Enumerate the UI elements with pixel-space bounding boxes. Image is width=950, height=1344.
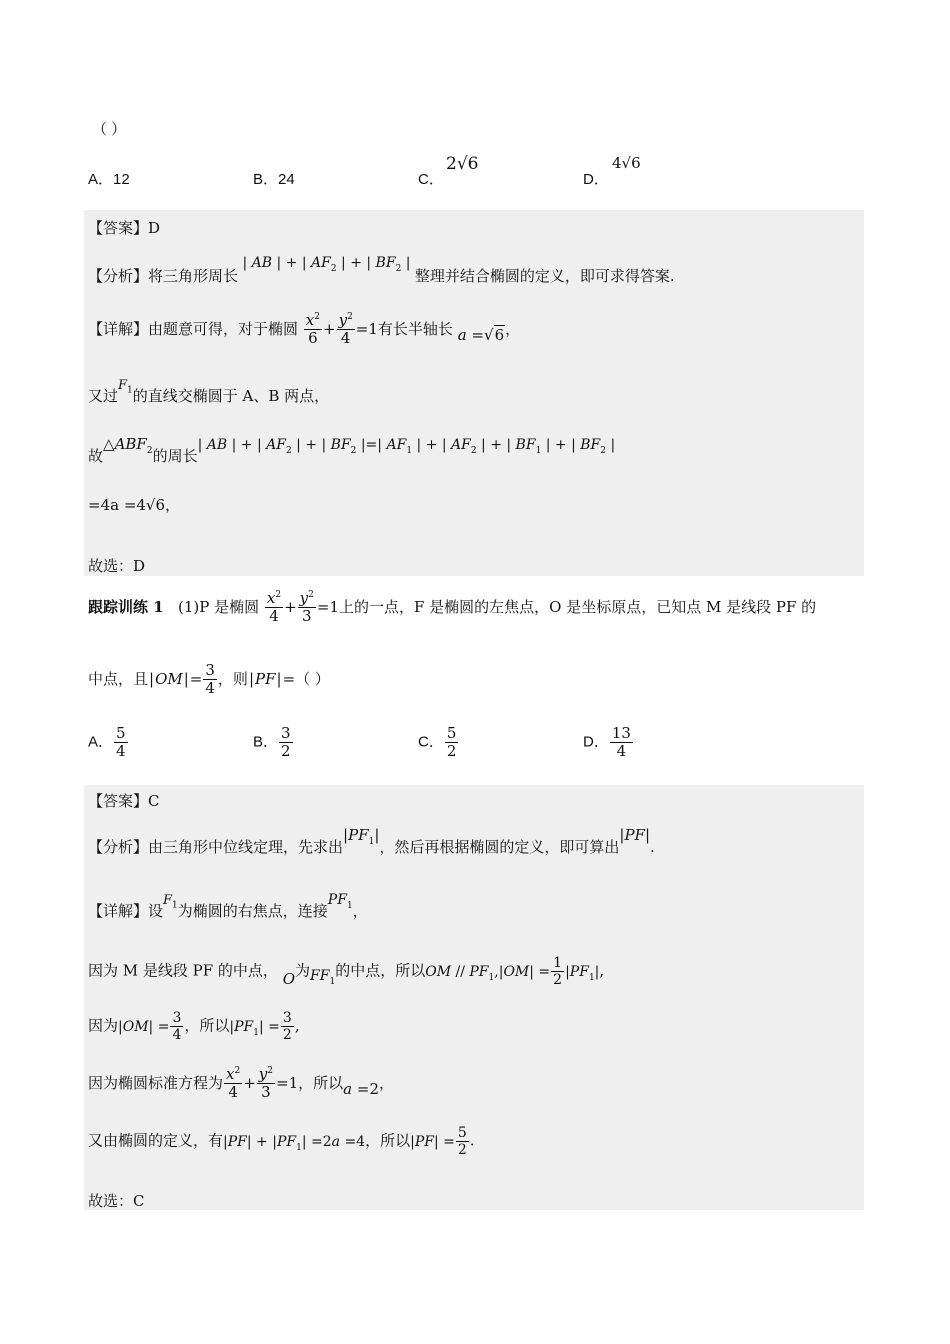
detail-2-line-4: 因为椭圆标准方程为 $\frac{x^2}{4}$ + $\frac{y^2}{3}$ =1，所以a =2， <box>88 1065 395 1102</box>
choice-line-2: 故选：C <box>88 1192 145 1210</box>
detail-2-line-1: 【详解】设$F_1$为椭圆的右焦点，连接$PF_1$， <box>88 892 368 920</box>
question-1-stem-2: 中点，且|OM|= $\frac{3}{4}$ ，则|PF|=（ ） <box>88 661 330 698</box>
option-d: D． <box>583 171 609 188</box>
answer-label-2: 【答案】C <box>88 792 160 810</box>
detail-line-1: 【详解】由题意可得，对于椭圆 $\frac{x^2}{6}$ + $\frac{y^2}{4}$ =1有长半轴长 a =√6， <box>88 311 521 348</box>
detail-line-2: 又过$F_1$的直线交椭圆于 A、B 两点， <box>88 378 330 405</box>
choice-line: 故选：D <box>88 557 146 575</box>
q1-option-a: A． $\frac{5}{4}$ <box>88 724 126 761</box>
detail-2-line-3: 因为|OM| = $\frac{3}{4}$ ，所以$|PF_1|$ = $\frac{3}{2}$ , <box>88 1010 300 1044</box>
analysis-line-2: 【分析】由三角形中位线定理，先求出$|PF_1|$，然后再根据椭圆的定义，即可算出|PF|. <box>88 826 655 856</box>
option-b: B．24 <box>253 171 295 188</box>
q1-option-d: D． $\frac{13}{4}$ <box>583 724 631 761</box>
question-paren: （ ） <box>92 121 127 138</box>
q1-option-b: B． $\frac{3}{2}$ <box>253 724 291 761</box>
answer-label: 【答案】D <box>88 219 161 237</box>
option-c: C． <box>418 171 444 188</box>
analysis-line: 【分析】将三角形周长 | AB | + | $AF_2$ | + | $BF_2$ | 整理并结合椭圆的定义，即可求得答案. <box>88 255 675 285</box>
detail-line-4: =4a =4√6， <box>88 496 181 514</box>
detail-2-line-2: 因为 M 是线段 PF 的中点， O为$FF_1$的中点，所以OM // $PF_1,|OM|$ = $\frac{1}{2}$ $|PF_1|$, <box>88 955 605 989</box>
option-a: A．12 <box>88 171 130 188</box>
option-d-math: 4√6 <box>612 154 641 172</box>
q1-option-c: C． $\frac{5}{2}$ <box>418 724 457 761</box>
question-1-stem: 跟踪训练 1 (1)P 是椭圆 $\frac{x^2}{4}$ + $\frac{y^2}{3}$ =1上的一点，F 是椭圆的左焦点，O 是坐标原点，已知点 M 是线段 PF 的 <box>88 589 817 626</box>
detail-2-line-5: 又由椭圆的定义，有$|PF| + |PF_1| =2a =4$，所以|PF| = $\frac{5}{2}$ . <box>88 1125 475 1159</box>
option-c-math: 2√6 <box>446 154 479 174</box>
detail-line-3: 故$\triangle ABF_2$的周长| AB | + | $AF_2$ | + | $BF_2$ |=| $AF_1$ | + | $AF_2$ | + | $BF_1$ | + | $BF_2$ | <box>88 435 616 465</box>
